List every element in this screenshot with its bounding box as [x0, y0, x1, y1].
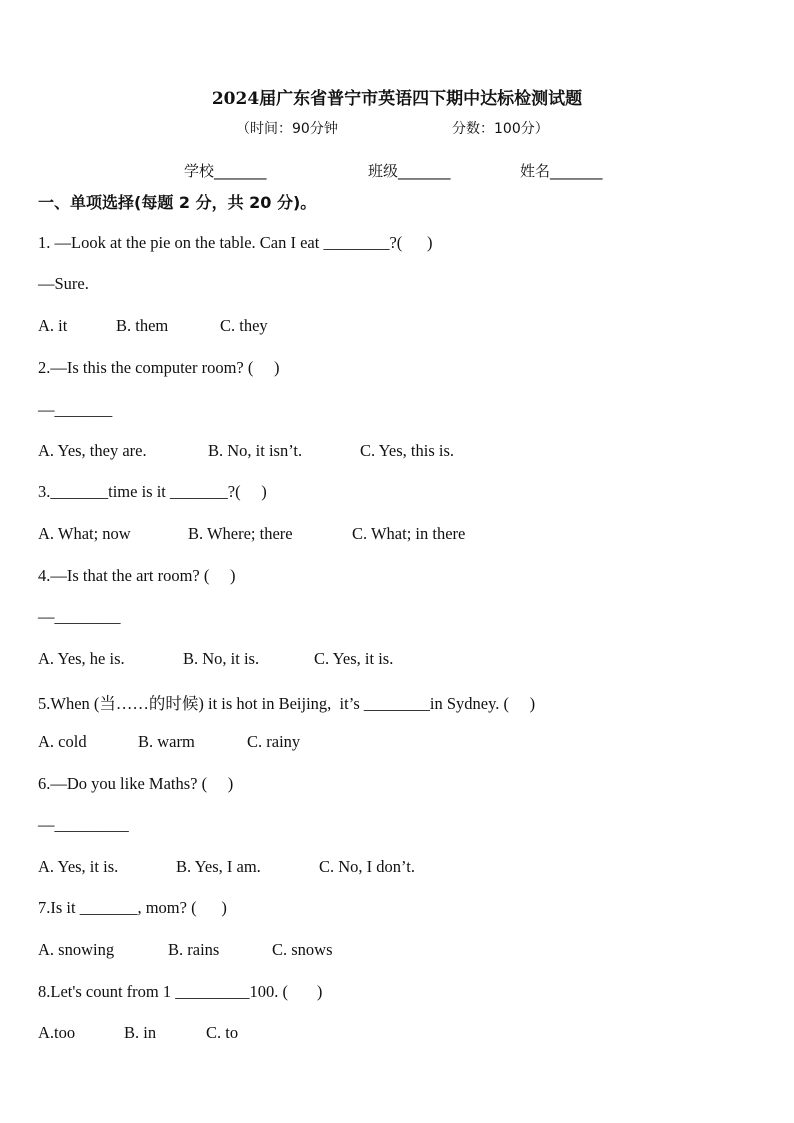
name-field: 姓名_______	[520, 162, 603, 180]
question-7-option-a: A. snowing	[38, 940, 115, 959]
question-3-option-a: A. What; now	[38, 524, 131, 543]
question-2-option-c: C. Yes, this is.	[360, 441, 454, 460]
question-6-option-a: A. Yes, it is.	[38, 857, 119, 876]
class-field: 班级_______	[368, 162, 451, 180]
question-4-reply: —________	[38, 607, 121, 626]
exam-score: 分数：100分）	[452, 121, 549, 137]
question-5-option-c: C. rainy	[247, 732, 301, 751]
question-2-option-b: B. No, it isn’t.	[208, 441, 303, 460]
question-1-stem: 1. —Look at the pie on the table. Can I eat ________?( )	[38, 233, 433, 252]
question-7-option-b: B. rains	[168, 940, 220, 959]
question-2-reply: —_______	[38, 400, 113, 419]
question-4-option-c: C. Yes, it is.	[314, 649, 394, 668]
question-5-option-a: A. cold	[38, 732, 87, 751]
question-2-option-a: A. Yes, they are.	[38, 441, 147, 460]
question-5-option-b: B. warm	[138, 732, 195, 751]
question-1-option-a: A. it	[38, 316, 68, 335]
question-3-option-b: B. Where; there	[188, 524, 293, 543]
question-3-option-c: C. What; in there	[352, 524, 466, 543]
question-6-reply: —_________	[38, 815, 129, 834]
question-3-stem: 3._______time is it _______?( )	[38, 482, 267, 501]
question-6-stem: 6.—Do you like Maths? ( )	[38, 774, 234, 793]
question-1-reply: —Sure.	[38, 274, 89, 293]
question-4-stem: 4.—Is that the art room? ( )	[38, 566, 236, 585]
exam-title: 2024届广东省普宁市英语四下期中达标检测试题	[211, 89, 583, 109]
exam-time: （时间：90分钟	[236, 121, 338, 137]
question-2-stem: 2.—Is this the computer room? ( )	[38, 358, 280, 377]
question-8-stem: 8.Let's count from 1 _________100. ( )	[38, 982, 323, 1001]
question-1-option-c: C. they	[220, 316, 268, 335]
question-4-option-a: A. Yes, he is.	[38, 649, 125, 668]
question-6-option-c: C. No, I don’t.	[319, 857, 415, 876]
question-5-stem: 5.When (当……的时候) it is hot in Beijing, it’s ________in Sydney. ( )	[38, 694, 536, 713]
question-7-stem: 7.Is it _______, mom? ( )	[38, 898, 227, 917]
question-8-option-a: A.too	[38, 1023, 76, 1042]
question-8-option-b: B. in	[124, 1023, 157, 1042]
section-heading: 一、单项选择(每题 2 分，共 20 分)。	[38, 193, 317, 212]
question-4-option-b: B. No, it is.	[183, 649, 260, 668]
question-1-option-b: B. them	[116, 316, 169, 335]
question-8-option-c: C. to	[206, 1023, 239, 1042]
school-field: 学校_______	[184, 162, 267, 180]
question-7-option-c: C. snows	[272, 940, 333, 959]
question-6-option-b: B. Yes, I am.	[176, 857, 261, 876]
